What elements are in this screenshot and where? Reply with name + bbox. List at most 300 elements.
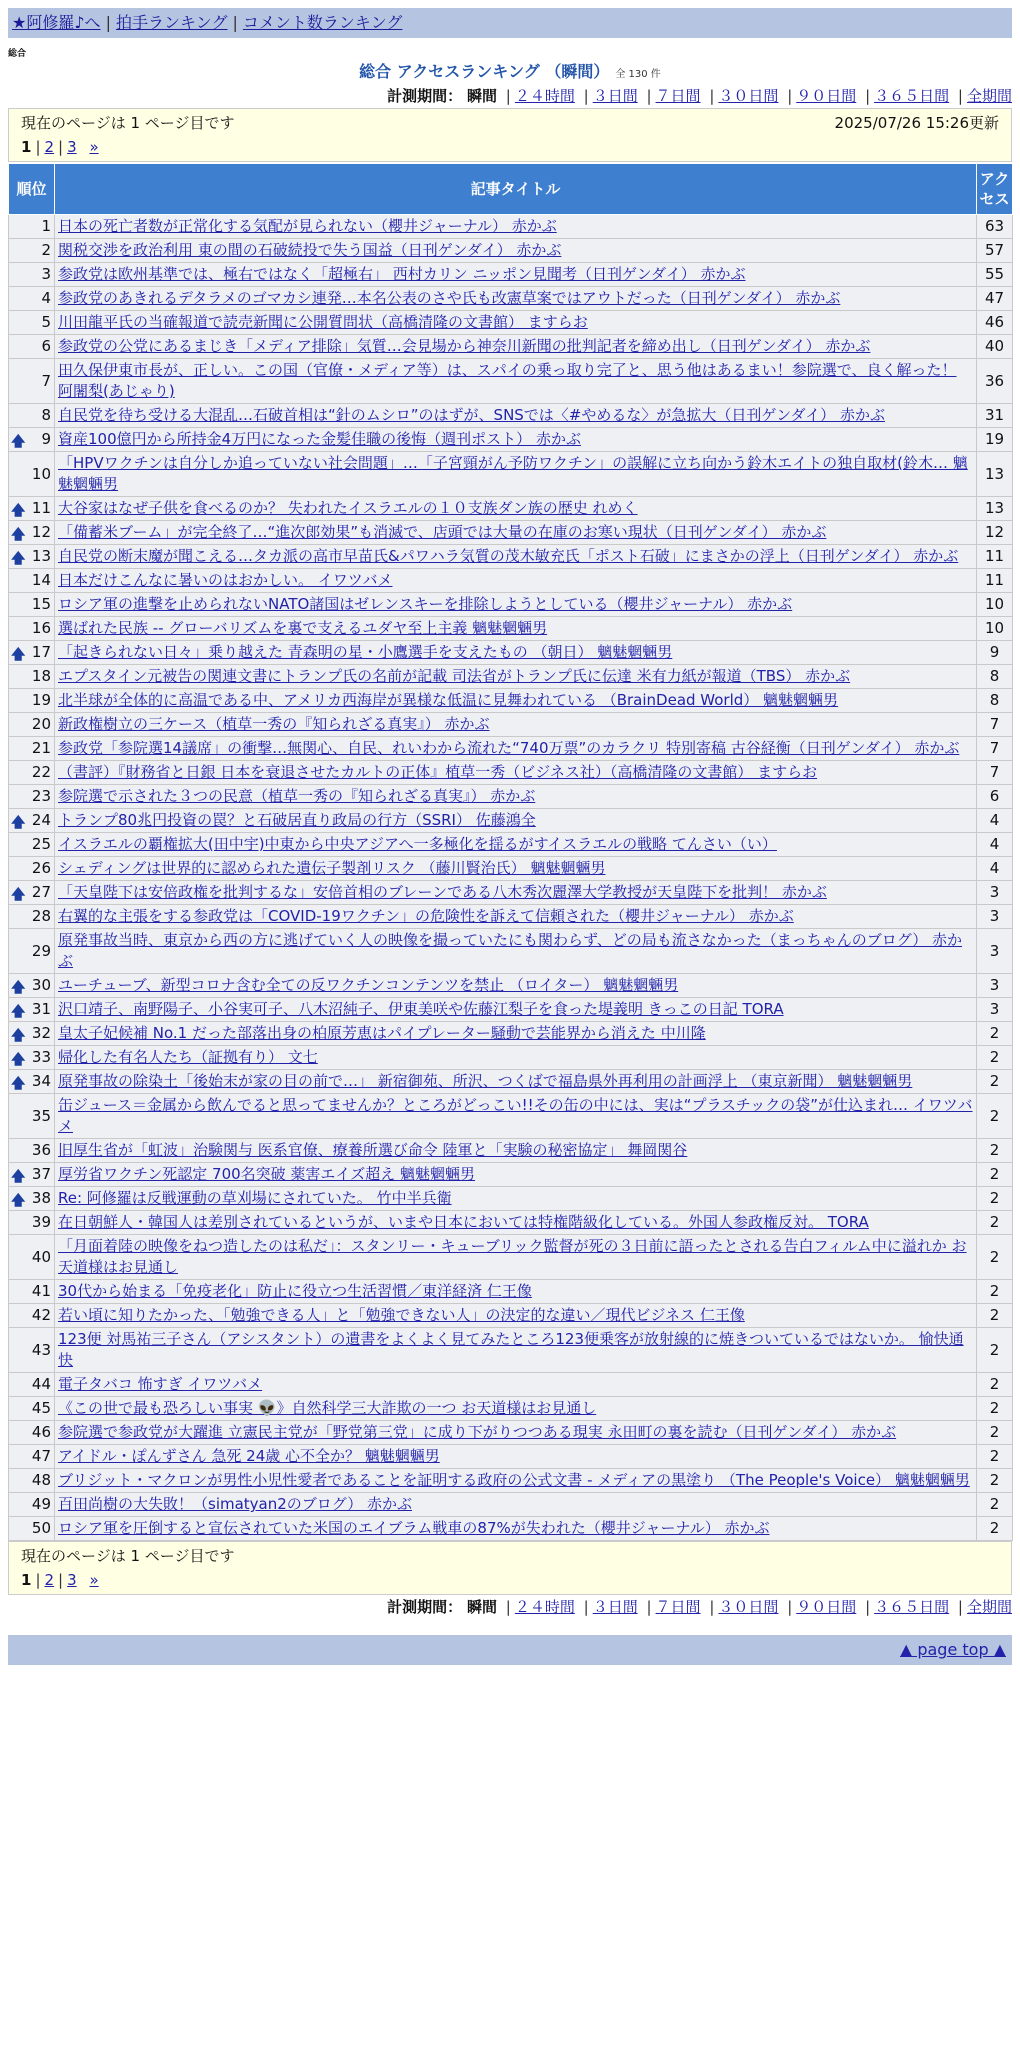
nav-separator: | <box>232 13 238 32</box>
up-arrow-icon: 🡅 <box>11 1003 26 1020</box>
rank-cell <box>9 404 55 428</box>
access-count: 2 <box>977 1022 1013 1046</box>
access-count: 4 <box>977 809 1013 833</box>
article-link[interactable]: 缶ジュース＝金属から飲んでると思ってませんか？ところがどっこい!!その缶の中には、実は“プラスチックの袋”が仕込まれ… イワツバメ <box>58 1096 973 1135</box>
up-arrow-icon: 🡅 <box>11 1192 26 1209</box>
table-row <box>9 785 1013 809</box>
article-link[interactable]: 自民党の断末魔が聞こえる…タカ派の高市早苗氏&パワハラ気質の茂木敏充氏「ポスト石破」にまさかの浮上（日刊ゲンダイ） 赤かぶ <box>58 547 959 565</box>
title-cell <box>55 1280 977 1304</box>
access-count: 3 <box>977 974 1013 998</box>
rank-cell <box>9 521 55 545</box>
rank-number: 18 <box>31 667 51 685</box>
article-link[interactable]: エプスタイン元被告の関連文書にトランプ氏の名前が記載 司法省がトランプ氏に伝達 米有力紙が報道（TBS） 赤かぶ <box>58 667 851 685</box>
title-cell <box>55 569 977 593</box>
table-row <box>9 1163 1013 1187</box>
table-row <box>9 335 1013 359</box>
article-link[interactable]: 皇太子妃候補 No.1 だった部落出身の柏原芳恵はパイプレーター騒動で芸能界から消えた 中川隆 <box>58 1024 706 1042</box>
access-count: 11 <box>977 569 1013 593</box>
period-link-90d[interactable]: ９０日間 <box>796 1598 857 1616</box>
access-count: 9 <box>977 641 1013 665</box>
title-cell <box>55 335 977 359</box>
access-count: 19 <box>977 428 1013 452</box>
table-row <box>9 404 1013 428</box>
title-cell <box>55 1397 977 1421</box>
title-cell <box>55 1211 977 1235</box>
article-link[interactable]: 帰化した有名人たち（証拠有り） 文七 <box>58 1048 318 1066</box>
title-cell <box>55 833 977 857</box>
rank-number: 5 <box>41 313 51 331</box>
table-row <box>9 689 1013 713</box>
period-selector-bottom: 計測期間： 瞬間 | ２４時間 | ３日間 | ７日間 | ３０日間 | ９０日間 | ３６５日間 | 全期間 <box>387 1598 1012 1616</box>
access-count: 2 <box>977 1304 1013 1328</box>
title-cell <box>55 215 977 239</box>
up-arrow-icon: 🡅 <box>11 1168 26 1185</box>
page-top-link[interactable]: ▲ page top ▲ <box>899 1640 1006 1659</box>
article-link[interactable]: Re: 阿修羅は反戦運動の草刈場にされていた。 竹中半兵衛 <box>58 1189 452 1207</box>
period-link-365d[interactable]: ３６５日間 <box>874 1598 950 1616</box>
period-selector: 計測期間： 瞬間 | ２４時間 | ３日間 | ７日間 | ３０日間 | ９０日間 | ３６５日間 | 全期間 <box>387 87 1012 105</box>
period-link-3d[interactable]: ３日間 <box>592 1598 638 1616</box>
table-row <box>9 1517 1013 1541</box>
access-count: 31 <box>977 404 1013 428</box>
table-row <box>9 641 1013 665</box>
rank-number: 20 <box>31 715 51 733</box>
rank-number: 36 <box>31 1141 51 1159</box>
rank-number: 31 <box>31 1000 51 1018</box>
rank-number: 19 <box>31 691 51 709</box>
category-label: 総合 <box>8 49 27 59</box>
rank-cell <box>9 1445 55 1469</box>
title-cell <box>55 1070 977 1094</box>
article-link[interactable]: 日本だけこんなに暑いのはおかしい。 イワツバメ <box>58 571 393 589</box>
rank-cell <box>9 833 55 857</box>
article-link[interactable]: 《この世で最も恐ろしい事実 👽》自然科学三大詐欺の一つ お天道様はお見通し <box>58 1399 597 1417</box>
article-link[interactable]: 日本の死亡者数が正常化する気配が見られない（櫻井ジャーナル） 赤かぶ <box>58 217 557 235</box>
access-count: 2 <box>977 1139 1013 1163</box>
rank-cell <box>9 1163 55 1187</box>
title-cell <box>55 263 977 287</box>
article-link[interactable]: 資産100億円から所持金4万円になった金髪佳職の後悔（週刊ポスト） 赤かぶ <box>58 430 581 448</box>
access-count: 47 <box>977 287 1013 311</box>
period-link-30d[interactable]: ３０日間 <box>718 1598 779 1616</box>
page-link-next[interactable]: » <box>89 1571 99 1589</box>
title-cell <box>55 239 977 263</box>
title-cell <box>55 929 977 974</box>
rank-number: 40 <box>31 1247 51 1266</box>
title-cell <box>55 359 977 404</box>
article-link[interactable]: 参院選で示された３つの民意（植草一秀の『知られざる真実』） 赤かぶ <box>58 787 536 805</box>
rank-number: 23 <box>31 787 51 805</box>
rank-cell <box>9 1469 55 1493</box>
rank-cell <box>9 1211 55 1235</box>
article-link[interactable]: 関税交渉を政治利用 東の間の石破続投で失う国益（日刊ゲンダイ） 赤かぶ <box>58 241 562 259</box>
title-cell <box>55 665 977 689</box>
article-link[interactable]: 田久保伊東市長が、正しい。この国（官僚・メディア等）は、スパイの乗っ取り完了と、思う他はあるまい！参院選で、良く解った！ 阿闍梨(あじゃり) <box>58 361 957 400</box>
title-cell <box>55 857 977 881</box>
rank-number: 25 <box>31 835 51 853</box>
up-arrow-icon: 🡅 <box>11 979 26 996</box>
rank-number: 14 <box>31 571 51 589</box>
nav-link-applause-ranking[interactable]: 拍手ランキング <box>115 13 228 32</box>
period-link-90d[interactable]: ９０日間 <box>796 87 857 105</box>
article-link[interactable]: 在日朝鮮人・韓国人は差別されているというが、いまや日本においては特権階級化している。外国人参政権反対。 TORA <box>58 1213 869 1231</box>
table-row <box>9 1070 1013 1094</box>
period-link-all[interactable]: 全期間 <box>966 1598 1012 1616</box>
rank-number: 26 <box>31 859 51 877</box>
rank-number: 22 <box>31 763 51 781</box>
access-count: 2 <box>977 1517 1013 1541</box>
rank-cell <box>9 1235 55 1280</box>
rank-cell <box>9 1304 55 1328</box>
rank-number: 33 <box>31 1048 51 1066</box>
title-cell <box>55 545 977 569</box>
access-count: 2 <box>977 1235 1013 1280</box>
table-row <box>9 428 1013 452</box>
rank-number: 48 <box>31 1471 51 1489</box>
rank-cell <box>9 452 55 497</box>
period-link-30d[interactable]: ３０日間 <box>718 87 779 105</box>
ranking-title-text: 総合 アクセスランキング （瞬間） <box>359 62 610 81</box>
article-link[interactable]: ロシア軍の進撃を止められないNATO諸国はゼレンスキーを排除しようとしている（櫻井ジャーナル） 赤かぶ <box>58 595 793 613</box>
access-count: 7 <box>977 761 1013 785</box>
table-row <box>9 881 1013 905</box>
article-link[interactable]: 川田龍平氏の当確報道で読売新聞に公開質問状（高橋清隆の文書館） ますらお <box>58 313 588 331</box>
title-cell <box>55 785 977 809</box>
table-row <box>9 713 1013 737</box>
article-link[interactable]: 「備蓄米ブーム」が完全終了…“進次郎効果”も消滅で、店頭では大量の在庫のお寒い現状（日刊ゲンダイ） 赤かぶ <box>58 523 827 541</box>
rank-cell <box>9 1397 55 1421</box>
up-arrow-icon: 🡅 <box>11 1027 26 1044</box>
access-count: 8 <box>977 689 1013 713</box>
header-access: アクセス <box>977 164 1013 215</box>
rank-cell <box>9 689 55 713</box>
table-row <box>9 737 1013 761</box>
rank-cell <box>9 287 55 311</box>
page-link-3[interactable]: 3 <box>67 1571 77 1589</box>
title-cell <box>55 497 977 521</box>
rank-cell <box>9 998 55 1022</box>
rank-cell <box>9 857 55 881</box>
title-cell <box>55 809 977 833</box>
page-link-2[interactable]: 2 <box>44 138 55 156</box>
rank-cell <box>9 1493 55 1517</box>
access-count: 2 <box>977 1046 1013 1070</box>
access-count: 13 <box>977 497 1013 521</box>
article-link[interactable]: （書評）『財務省と日銀 日本を衰退させたカルトの正体』植草一秀（ビジネス社）（高橋清隆の文書館） ますらお <box>58 763 818 781</box>
rank-cell <box>9 311 55 335</box>
table-row <box>9 1235 1013 1280</box>
rank-cell <box>9 1373 55 1397</box>
up-arrow-icon: 🡅 <box>11 502 26 519</box>
table-row <box>9 1046 1013 1070</box>
title-cell <box>55 737 977 761</box>
access-count: 6 <box>977 785 1013 809</box>
rank-cell <box>9 497 55 521</box>
rank-number: 8 <box>41 406 51 424</box>
rank-number: 41 <box>31 1282 51 1300</box>
article-link[interactable]: ロシア軍を圧倒すると宣伝されていた米国のエイブラム戦車の87%が失われた（櫻井ジャーナル） 赤かぶ <box>58 1519 770 1537</box>
title-cell <box>55 1139 977 1163</box>
ranking-table-body <box>9 215 1013 1541</box>
article-link[interactable]: 参院選で参政党が大躍進 立憲民主党が「野党第三党」に成り下がりつつある現実 永田町の裏を読む（日刊ゲンダイ） 赤かぶ <box>58 1423 897 1441</box>
rank-number: 10 <box>31 464 51 483</box>
access-count: 2 <box>977 1280 1013 1304</box>
rank-cell <box>9 761 55 785</box>
rank-cell <box>9 809 55 833</box>
article-link[interactable]: 新政権樹立の三ケース（植草一秀の『知られざる真実』） 赤かぶ <box>58 715 490 733</box>
title-cell <box>55 641 977 665</box>
article-link[interactable]: 参政党の公党にあるまじき「メディア排除」気質…会見場から神奈川新聞の批判記者を締め出し（日刊ゲンダイ） 赤かぶ <box>58 337 871 355</box>
access-count: 11 <box>977 545 1013 569</box>
article-link[interactable]: 厚労省ワクチン死認定 700名突破 薬害エイズ超え 魑魅魍魎男 <box>58 1165 476 1183</box>
rank-number: 1 <box>41 217 51 235</box>
page-status: 現在のページは 1 ページ目です <box>21 1547 235 1565</box>
rank-number: 43 <box>31 1340 51 1359</box>
nav-link-comment-ranking[interactable]: コメント数ランキング <box>242 13 403 32</box>
rank-cell <box>9 263 55 287</box>
period-link-all[interactable]: 全期間 <box>966 87 1012 105</box>
rank-cell <box>9 569 55 593</box>
period-link-365d[interactable]: ３６５日間 <box>874 87 950 105</box>
article-link[interactable]: 自民党を待ち受ける大混乱…石破首相は“針のムシロ”のはずが、SNSでは〈#やめるな〉が急拡大（日刊ゲンダイ） 赤かぶ <box>58 406 885 424</box>
article-link[interactable]: シェディングは世界的に認められた遺伝子製剤リスク （藤川賢治氏） 魑魅魍魎男 <box>58 859 606 877</box>
table-header-row <box>9 164 1013 215</box>
article-link[interactable]: 沢口靖子、南野陽子、小谷実可子、八木沼純子、伊東美咲や佐藤江梨子を食った堤義明 きっこの日記 TORA <box>58 1000 784 1018</box>
title-cell <box>55 404 977 428</box>
rank-number: 28 <box>31 907 51 925</box>
rank-cell <box>9 593 55 617</box>
article-link[interactable]: 参政党は欧州基準では、極右ではなく「超極右」 西村カリン ニッポン見聞考（日刊ゲンダイ） 赤かぶ <box>58 265 746 283</box>
rank-number: 16 <box>31 619 51 637</box>
table-row <box>9 1094 1013 1139</box>
article-link[interactable]: 123便 対馬祐三子さん（アシスタント）の遺書をよくよく見てみたところ123便乗客が放射線的に焼きついているではないか。 愉快通快 <box>58 1330 964 1369</box>
article-link[interactable]: 30代から始まる「免疫老化」防止に役立つ生活習慣／東洋経済 仁王像 <box>58 1282 532 1300</box>
rank-number: 29 <box>31 941 51 960</box>
table-row <box>9 665 1013 689</box>
page-current: 1 <box>21 138 32 156</box>
rank-number: 37 <box>31 1165 51 1183</box>
table-row <box>9 287 1013 311</box>
rank-cell <box>9 737 55 761</box>
article-link[interactable]: 参政党のあきれるデタラメのゴマカシ連発…本名公表のさや氏も改憲草案ではアウトだった（日刊ゲンダイ） 赤かぶ <box>58 289 841 307</box>
up-arrow-icon: 🡅 <box>11 1051 26 1068</box>
article-link[interactable]: 参政党「参院選14議席」の衝撃…無関心、自民、れいわから流れた“740万票”のカラクリ 特別寄稿 古谷経衡（日刊ゲンダイ） 赤かぶ <box>58 739 960 757</box>
rank-number: 32 <box>31 1024 51 1042</box>
table-row <box>9 809 1013 833</box>
table-row <box>9 311 1013 335</box>
access-count: 3 <box>977 881 1013 905</box>
title-cell <box>55 1163 977 1187</box>
table-row <box>9 521 1013 545</box>
updated-time: 2025/07/26 15:26更新 <box>834 114 999 132</box>
access-count: 57 <box>977 239 1013 263</box>
table-row <box>9 1445 1013 1469</box>
header-title: 記事タイトル <box>55 164 977 215</box>
title-cell <box>55 1022 977 1046</box>
period-link-7d[interactable]: ７日間 <box>655 1598 701 1616</box>
title-cell <box>55 1469 977 1493</box>
title-cell <box>55 1328 977 1373</box>
rank-number: 7 <box>41 371 51 390</box>
article-link[interactable]: 「起きられない日々」乗り越えた 青森明の星・小鷹選手を支えたもの （朝日） 魑魅魍魎男 <box>58 643 673 661</box>
title-cell <box>55 881 977 905</box>
table-row <box>9 929 1013 974</box>
title-cell <box>55 998 977 1022</box>
rank-cell <box>9 1094 55 1139</box>
table-row <box>9 998 1013 1022</box>
access-count: 40 <box>977 335 1013 359</box>
article-link[interactable]: アイドル・ぽんずさん 急死 24歳 心不全か？ 魑魅魍魎男 <box>58 1447 440 1465</box>
access-count: 46 <box>977 311 1013 335</box>
table-row <box>9 1328 1013 1373</box>
title-cell <box>55 1304 977 1328</box>
rank-cell <box>9 239 55 263</box>
table-row <box>9 545 1013 569</box>
rank-cell <box>9 1517 55 1541</box>
article-link[interactable]: 百田尚樹の大失敗！（simatyan2のブログ） 赤かぶ <box>58 1495 413 1513</box>
article-link[interactable]: 原発事故当時、東京から西の方に逃げていく人の映像を撮っていたにも関わらず、どの局も流さなかった（まっちゃんのブログ） 赤かぶ <box>58 931 963 970</box>
table-row <box>9 215 1013 239</box>
rank-cell <box>9 428 55 452</box>
access-count: 3 <box>977 905 1013 929</box>
article-link[interactable]: ユーチューブ、新型コロナ含む全ての反ワクチンコンテンツを禁止 （ロイター） 魑魅魍魎男 <box>58 976 679 994</box>
period-link-3d[interactable]: ３日間 <box>592 87 638 105</box>
title-cell <box>55 1517 977 1541</box>
article-link[interactable]: 若い頃に知りたかった、「勉強できる人」と「勉強できない人」の決定的な違い／現代ビジネス 仁王像 <box>58 1306 745 1324</box>
access-count: 3 <box>977 929 1013 974</box>
table-row <box>9 569 1013 593</box>
page-link-3[interactable]: 3 <box>67 138 77 156</box>
rank-cell <box>9 215 55 239</box>
rank-number: 6 <box>41 337 51 355</box>
access-count: 55 <box>977 263 1013 287</box>
access-count: 2 <box>977 1211 1013 1235</box>
ranking-table <box>8 163 1013 1541</box>
title-cell <box>55 593 977 617</box>
access-count: 7 <box>977 713 1013 737</box>
rank-cell <box>9 617 55 641</box>
article-link[interactable]: 電子タバコ 怖すぎ イワツバメ <box>58 1375 263 1393</box>
title-cell <box>55 452 977 497</box>
rank-number: 21 <box>31 739 51 757</box>
title-cell <box>55 521 977 545</box>
rank-cell <box>9 1046 55 1070</box>
up-arrow-icon: 🡅 <box>11 814 26 831</box>
article-link[interactable]: 「HPVワクチンは自分しか追っていない社会問題」…「子宮頸がん予防ワクチン」の誤解に立ち向かう鈴木エイトの独自取材(鈴木… 魑魅魍魎男 <box>58 454 968 493</box>
period-current: 瞬間 <box>466 1598 497 1616</box>
up-arrow-icon: 🡅 <box>11 433 26 450</box>
article-link[interactable]: トランプ80兆円投資の罠？と石破居直り政局の行方（SSRI） 佐藤鴻全 <box>58 811 536 829</box>
access-count: 2 <box>977 1373 1013 1397</box>
page-status: 現在のページは 1 ページ目です <box>21 114 235 132</box>
access-count: 2 <box>977 1094 1013 1139</box>
access-count: 2 <box>977 1328 1013 1373</box>
table-row <box>9 239 1013 263</box>
article-link[interactable]: 原発事故の除染土「後始末が家の目の前で…」 新宿御苑、所沢、つくばで福島県外再利用の計画浮上 （東京新聞） 魑魅魍魎男 <box>58 1072 913 1090</box>
table-row <box>9 617 1013 641</box>
rank-cell <box>9 1280 55 1304</box>
title-cell <box>55 713 977 737</box>
article-link[interactable]: 「月面着陸の映像をねつ造したのは私だ」：スタンリー・キューブリック監督が死の３日前に語ったとされる告白フィルム中に溢れか お天道様はお見通し <box>58 1237 967 1276</box>
title-cell <box>55 428 977 452</box>
rank-number: 4 <box>41 289 51 307</box>
rank-cell <box>9 1139 55 1163</box>
rank-number: 42 <box>31 1306 51 1324</box>
rank-number: 34 <box>31 1072 51 1090</box>
title-cell <box>55 1235 977 1280</box>
article-link[interactable]: 選ばれた民族 -- グローバリズムを裏で支えるユダヤ至上主義 魑魅魍魎男 <box>58 619 548 637</box>
table-row <box>9 1469 1013 1493</box>
page-link-2[interactable]: 2 <box>44 1571 55 1589</box>
rank-number: 30 <box>31 976 51 994</box>
up-arrow-icon: 🡅 <box>11 886 26 903</box>
page-link-next[interactable]: » <box>89 138 99 156</box>
rank-number: 11 <box>31 499 51 517</box>
rank-cell <box>9 881 55 905</box>
period-link-24h[interactable]: ２４時間 <box>514 1598 575 1616</box>
title-cell <box>55 1421 977 1445</box>
top-nav <box>8 8 1012 38</box>
period-link-7d[interactable]: ７日間 <box>655 87 701 105</box>
title-cell <box>55 974 977 998</box>
access-count: 63 <box>977 215 1013 239</box>
article-link[interactable]: 北半球が全体的に高温である中、アメリカ西海岸が異様な低温に見舞われている （BrainDead World） 魑魅魍魎男 <box>58 691 839 709</box>
rank-number: 44 <box>31 1375 51 1393</box>
access-count: 8 <box>977 665 1013 689</box>
article-link[interactable]: ブリジット・マクロンが男性小児性愛者であることを証明する政府の公式文書 - メディアの黒塗り （The People's Voice） 魑魅魍魎男 <box>58 1471 970 1489</box>
table-row <box>9 1211 1013 1235</box>
article-link[interactable]: 大谷家はなぜ子供を食べるのか？ 失われたイスラエルの１０支族ダン族の歴史 れめく <box>58 499 638 517</box>
access-count: 12 <box>977 521 1013 545</box>
access-count: 2 <box>977 1163 1013 1187</box>
access-count: 2 <box>977 1187 1013 1211</box>
article-link[interactable]: 右翼的な主張をする参政党は「COVID-19ワクチン」の危険性を訴えて信頼された（櫻井ジャーナル） 赤かぶ <box>58 907 794 925</box>
rank-cell <box>9 335 55 359</box>
rank-cell <box>9 1421 55 1445</box>
access-count: 2 <box>977 1421 1013 1445</box>
rank-cell <box>9 359 55 404</box>
table-row <box>9 857 1013 881</box>
article-link[interactable]: 旧厚生省が「虹波」治験関与 医系官僚、療養所選び命令 陸軍と「実験の秘密協定」 舞岡関谷 <box>58 1141 688 1159</box>
table-row <box>9 1139 1013 1163</box>
rank-number: 3 <box>41 265 51 283</box>
rank-number: 45 <box>31 1399 51 1417</box>
rank-number: 13 <box>31 547 51 565</box>
rank-number: 2 <box>41 241 51 259</box>
table-row <box>9 452 1013 497</box>
rank-cell <box>9 785 55 809</box>
period-link-24h[interactable]: ２４時間 <box>514 87 575 105</box>
period-current: 瞬間 <box>466 87 497 105</box>
rank-cell <box>9 545 55 569</box>
access-count: 4 <box>977 833 1013 857</box>
title-cell <box>55 1187 977 1211</box>
article-link[interactable]: イスラエルの覇権拡大(田中宇)中東から中央アジアへ一多極化を揺るがすイスラエルの戦略 てんさい（い） <box>58 835 777 853</box>
rank-number: 49 <box>31 1495 51 1513</box>
rank-cell <box>9 974 55 998</box>
rank-number: 46 <box>31 1423 51 1441</box>
footer-bar <box>8 1635 1012 1665</box>
period-label: 計測期間： <box>387 1598 463 1616</box>
rank-number: 9 <box>41 430 51 448</box>
ranking-title <box>8 60 1012 84</box>
rank-number: 24 <box>31 811 51 829</box>
pager-bottom: 現在のページは 1 ページ目です 1 | 2 | 3 » <box>8 1541 1012 1595</box>
article-link[interactable]: 「天皇陛下は安倍政権を批判するな」安倍首相のブレーンである八木秀次麗澤大学教授が天皇陛下を批判！ 赤かぶ <box>58 883 827 901</box>
nav-link-asyura[interactable]: ★阿修羅♪へ <box>12 13 101 32</box>
rank-number: 47 <box>31 1447 51 1465</box>
table-row <box>9 1022 1013 1046</box>
